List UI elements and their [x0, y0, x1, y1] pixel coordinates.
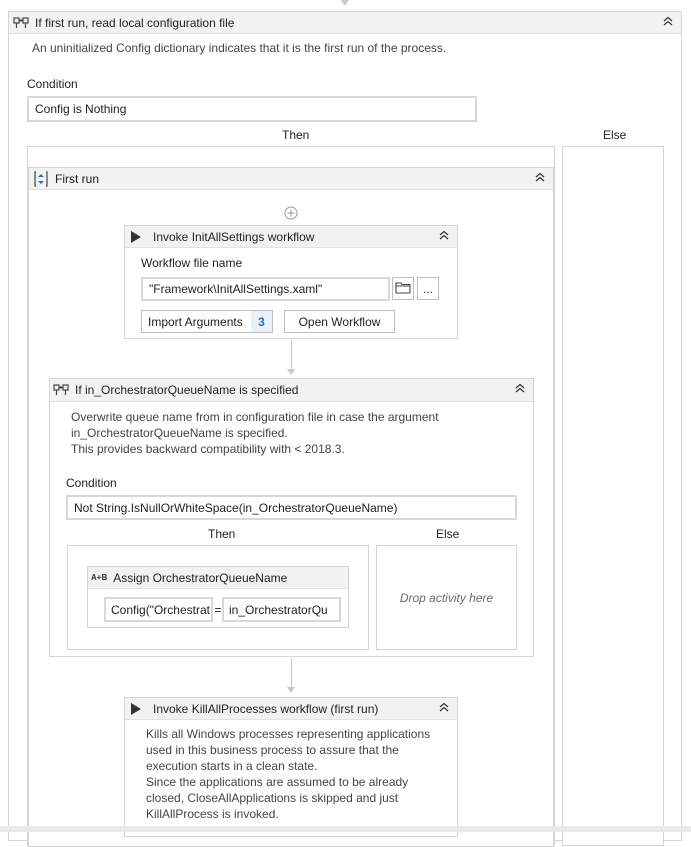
outer-then-label: Then — [282, 128, 310, 142]
description-line: This provides backward compatibility with < 2018.3. — [71, 442, 345, 456]
invoke-kill-description — [146, 726, 446, 822]
connector-line — [291, 340, 292, 369]
collapse-icon[interactable] — [513, 382, 527, 396]
inner-else-drop-zone[interactable] — [376, 545, 517, 650]
assign-title: Assign OrchestratorQueueName — [113, 570, 288, 585]
invoke-init-header[interactable] — [125, 226, 457, 248]
if-icon — [13, 15, 29, 31]
play-icon — [129, 702, 143, 716]
outer-if-header[interactable] — [9, 12, 681, 34]
add-activity-icon[interactable] — [284, 206, 298, 220]
import-arguments-count-badge: 3 — [251, 310, 273, 333]
outer-condition-label: Condition — [27, 77, 78, 91]
description-line: in_OrchestratorQueueName is specified. — [71, 426, 288, 440]
invoke-init-title: Invoke InitAllSettings workflow — [153, 229, 315, 244]
outer-if-description: An uninitialized Config dictionary indicates that it is the first run of the process. — [32, 41, 447, 55]
outer-if-title: If first run, read local configuration file — [35, 15, 235, 30]
description-line: used in this business process to assure that the — [146, 743, 399, 757]
play-icon — [129, 230, 143, 244]
assign-equals: = — [214, 603, 222, 617]
workflow-file-input[interactable]: "Framework\InitAllSettings.xaml" — [141, 277, 390, 301]
browse-folder-button[interactable] — [392, 277, 414, 300]
if-icon — [53, 382, 69, 398]
description-line: Kills all Windows processes representing applications — [146, 727, 431, 741]
inner-condition-input[interactable]: Not String.IsNullOrWhiteSpace(in_OrchestratorQueueName) — [66, 495, 517, 520]
inner-else-label: Else — [436, 527, 460, 541]
top-connector-arrow — [341, 0, 349, 8]
description-line: closed, CloseAllApplications is skipped and just — [146, 791, 399, 805]
drop-activity-hint: Drop activity here — [399, 590, 494, 605]
open-workflow-button[interactable]: Open Workflow — [284, 310, 395, 333]
assign-header[interactable] — [88, 567, 348, 589]
first-run-title: First run — [55, 171, 100, 186]
outer-condition-input[interactable]: Config is Nothing — [27, 96, 477, 122]
sequence-icon — [33, 171, 49, 187]
inner-if-title: If in_OrchestratorQueueName is specified — [75, 383, 299, 397]
assign-to-input[interactable]: Config("Orchestrat — [104, 597, 213, 622]
folder-icon — [395, 281, 411, 297]
inner-then-label: Then — [208, 527, 236, 541]
inner-if-header[interactable] — [50, 379, 533, 402]
connector-line — [291, 658, 292, 687]
assign-icon: A+B — [91, 573, 108, 582]
more-options-button[interactable]: ... — [417, 277, 439, 300]
connector-arrow — [287, 369, 295, 375]
inner-condition-label: Condition — [66, 476, 117, 490]
collapse-icon[interactable] — [437, 701, 451, 715]
description-line: execution starts in a clean state. — [146, 759, 318, 773]
outer-else-container[interactable] — [562, 146, 664, 846]
collapse-icon[interactable] — [437, 229, 451, 243]
description-line: KillAllProcess is invoked. — [146, 807, 279, 821]
invoke-kill-header[interactable] — [125, 698, 457, 720]
horizontal-scrollbar[interactable] — [0, 826, 691, 832]
description-line: Since the applications are assumed to be already — [146, 775, 409, 789]
collapse-icon[interactable] — [533, 171, 547, 185]
collapse-icon[interactable] — [661, 15, 675, 29]
workflow-file-label: Workflow file name — [141, 256, 243, 270]
import-arguments-button[interactable]: Import Arguments — [141, 310, 251, 333]
connector-arrow — [287, 687, 295, 693]
first-run-header[interactable] — [29, 168, 553, 190]
outer-else-label: Else — [603, 128, 627, 142]
assign-value-input[interactable]: in_OrchestratorQu — [222, 597, 341, 622]
description-line: Overwrite queue name from in configuration file in case the argument — [71, 410, 439, 424]
invoke-kill-title: Invoke KillAllProcesses workflow (first run) — [153, 701, 379, 716]
inner-if-description — [71, 409, 521, 457]
